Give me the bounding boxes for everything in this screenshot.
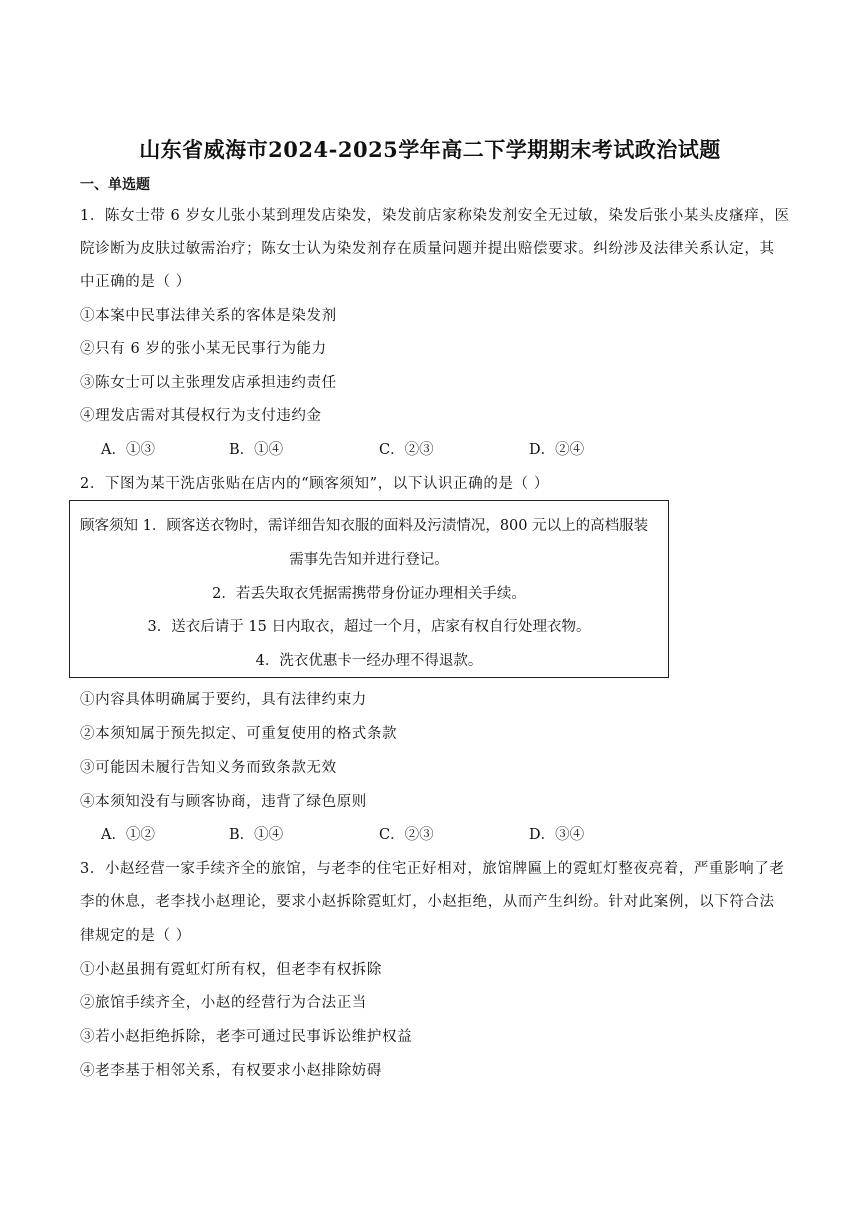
q1-item: ②只有 6 岁的张小某无民事行为能力: [80, 341, 327, 357]
q2-option-c[interactable]: C．②③: [379, 827, 434, 843]
page-title: 山东省威海市2024-2025学年高二下学期期末考试政治试题: [139, 137, 721, 162]
q1-option-d[interactable]: D．②④: [529, 442, 585, 458]
q2-item: ④本须知没有与顾客协商，违背了绿色原则: [80, 794, 367, 810]
q2-option-d[interactable]: D．③④: [529, 827, 585, 843]
q3-item: ②旅馆手续齐全，小赵的经营行为合法正当: [80, 995, 367, 1011]
customer-notice-box: [69, 500, 669, 678]
q1-option-b[interactable]: B．①④: [229, 442, 284, 458]
q3-stem-line: 律规定的是（ ）: [80, 928, 191, 944]
q2-stem-line: 2．下图为某干洗店张贴在店内的“顾客须知”，以下认识正确的是（ ）: [80, 476, 549, 492]
q1-stem-line: 1．陈女士带 6 岁女儿张小某到理发店染发，染发前店家称染发剂安全无过敏，染发后张小某头皮瘙痒，医: [80, 208, 790, 224]
q3-item: ①小赵虽拥有霓虹灯所有权，但老李有权拆除: [80, 962, 382, 978]
section-heading: 一、单选题: [80, 177, 150, 193]
q2-option-b[interactable]: B．①④: [229, 827, 284, 843]
q1-stem-line: 中正确的是（ ）: [80, 274, 191, 290]
q3-item: ③若小赵拒绝拆除，老李可通过民事诉讼维护权益: [80, 1029, 413, 1045]
notice-line: 顾客须知 1．顾客送衣物时，需详细告知衣服的面料及污渍情况，800 元以上的高档服装: [80, 518, 649, 534]
notice-line: 需事先告知并进行登记。: [289, 552, 449, 568]
q1-item: ③陈女士可以主张理发店承担违约责任: [80, 375, 337, 391]
q3-item: ④老李基于相邻关系，有权要求小赵排除妨碍: [80, 1063, 382, 1079]
q1-stem-line: 院诊断为皮肤过敏需治疗；陈女士认为染发剂存在质量问题并提出赔偿要求。纠纷涉及法律关系认定，其: [80, 241, 775, 257]
q2-option-a[interactable]: A．①②: [101, 827, 155, 843]
q1-option-c[interactable]: C．②③: [379, 442, 434, 458]
q3-stem-line: 3．小赵经营一家手续齐全的旅馆，与老李的住宅正好相对，旅馆牌匾上的霓虹灯整夜亮着，严重影响了老: [80, 861, 785, 877]
q1-option-a[interactable]: A．①③: [101, 442, 155, 458]
q1-item: ①本案中民事法律关系的客体是染发剂: [80, 308, 337, 324]
q2-item: ②本须知属于预先拟定、可重复使用的格式条款: [80, 726, 398, 742]
notice-line: 2．若丢失取衣凭据需携带身份证办理相关手续。: [212, 586, 526, 602]
notice-line: 4．洗衣优惠卡一经办理不得退款。: [255, 653, 483, 669]
q2-item: ③可能因未履行告知义务而致条款无效: [80, 760, 337, 776]
q3-stem-line: 李的休息，老李找小赵理论，要求小赵拆除霓虹灯，小赵拒绝，从而产生纠纷。针对此案例，以下符合法: [80, 894, 775, 910]
q1-item: ④理发店需对其侵权行为支付违约金: [80, 408, 322, 424]
q2-item: ①内容具体明确属于要约，具有法律约束力: [80, 692, 367, 708]
notice-line: 3．送衣后请于 15 日内取衣，超过一个月，店家有权自行处理衣物。: [147, 619, 591, 635]
